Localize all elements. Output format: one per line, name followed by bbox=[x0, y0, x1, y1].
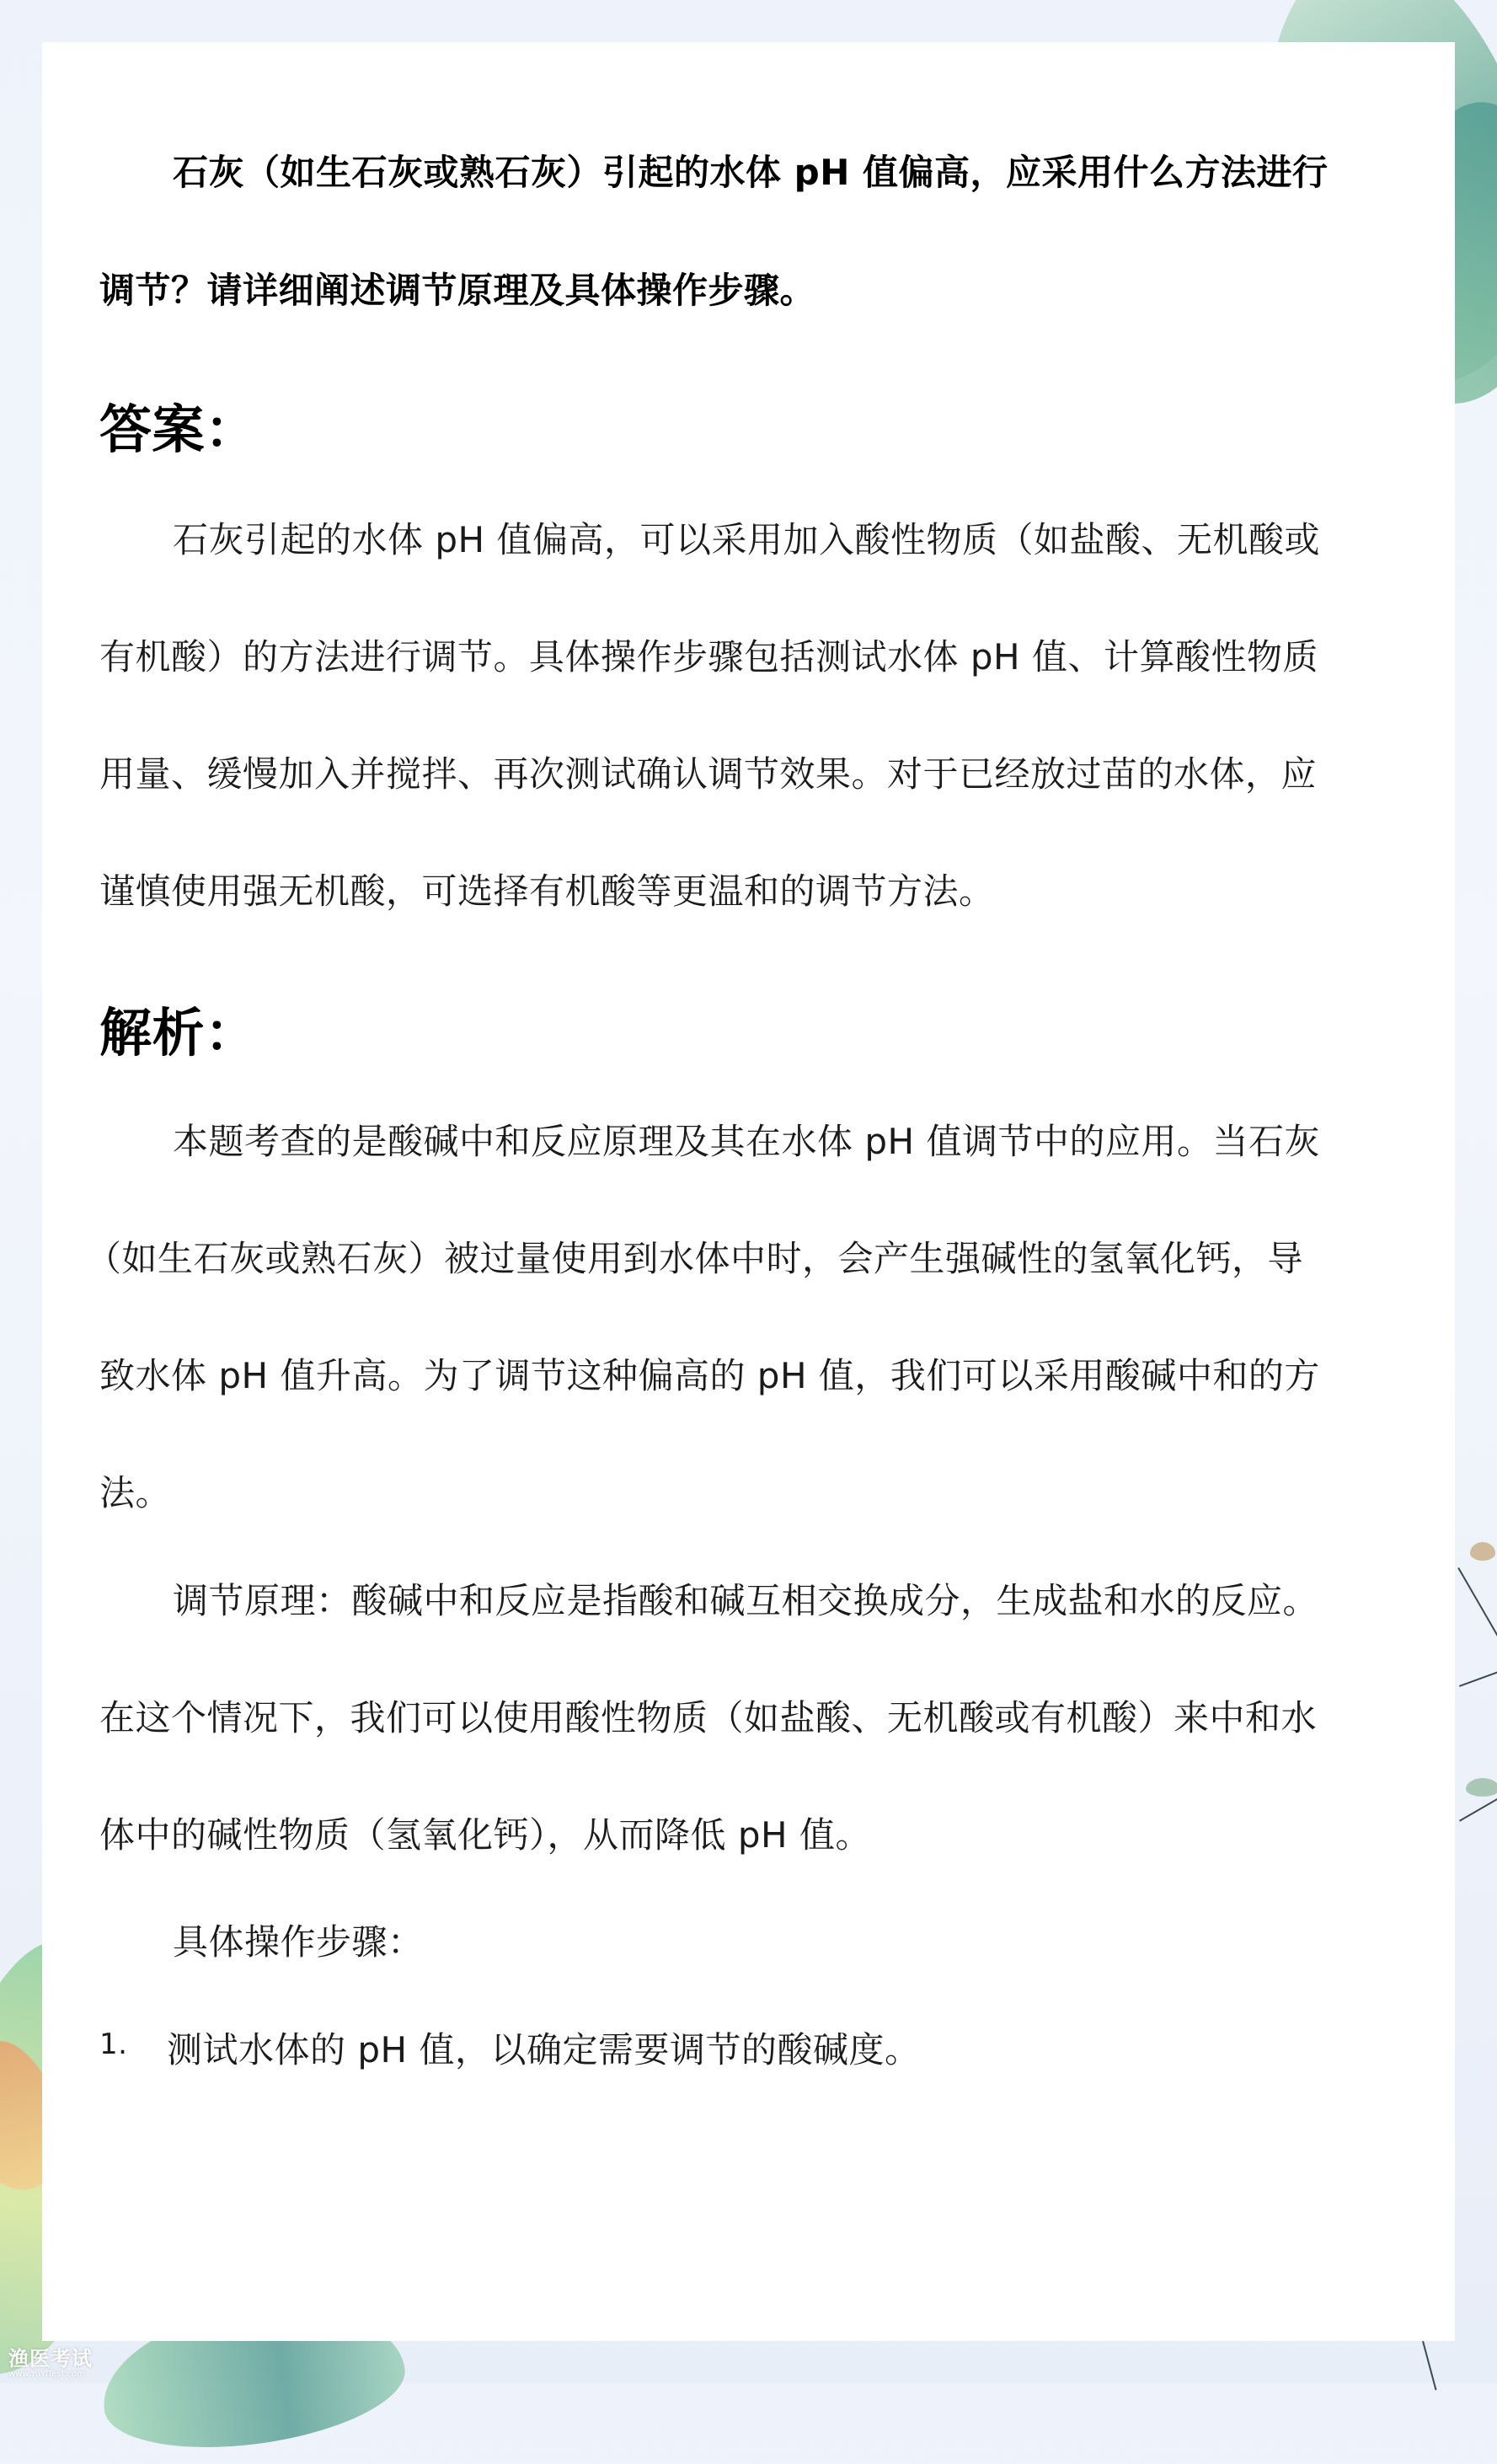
question-line-1: 石灰（如生石灰或熟石灰）引起的水体 pH 值偏高，应采用什么方法进行 bbox=[173, 152, 1329, 193]
watermark-title: 渔医考试 bbox=[8, 2347, 93, 2370]
step-number: 1. bbox=[99, 2027, 128, 2061]
answer-line-1: 石灰引起的水体 pH 值偏高，可以采用加入酸性物质（如盐酸、无机酸或 bbox=[173, 519, 1320, 560]
principle-line-3: 体中的碱性物质（氢氧化钙），从而降低 pH 值。 bbox=[99, 1814, 871, 1856]
answer-line-2: 有机酸）的方法进行调节。具体操作步骤包括测试水体 pH 值、计算酸性物质 bbox=[99, 636, 1318, 678]
analysis-intro-line-1: 本题考查的是酸碱中和反应原理及其在水体 pH 值调节中的应用。当石灰 bbox=[173, 1121, 1320, 1162]
question-line-2: 调节？请详细阐述调节原理及具体操作步骤。 bbox=[99, 270, 816, 311]
analysis-intro-line-4: 法。 bbox=[99, 1472, 172, 1513]
analysis-intro-line-3: 致水体 pH 值升高。为了调节这种偏高的 pH 值，我们可以采用酸碱中和的方 bbox=[99, 1355, 1320, 1396]
analysis-heading: 解析： bbox=[99, 1002, 258, 1063]
answer-line-4: 谨慎使用强无机酸，可选择有机酸等更温和的调节方法。 bbox=[99, 870, 995, 912]
watermark-url: www.YuYiTest.com bbox=[8, 2370, 85, 2379]
document-card bbox=[42, 42, 1455, 2341]
principle-line-2: 在这个情况下，我们可以使用酸性物质（如盐酸、无机酸或有机酸）来中和水 bbox=[99, 1697, 1318, 1738]
analysis-intro-line-2: （如生石灰或熟石灰）被过量使用到水体中时，会产生强碱性的氢氧化钙，导 bbox=[86, 1238, 1304, 1279]
answer-line-3: 用量、缓慢加入并搅拌、再次测试确认调节效果。对于已经放过苗的水体，应 bbox=[99, 753, 1318, 795]
answer-heading: 答案： bbox=[99, 399, 258, 460]
site-watermark bbox=[8, 2348, 93, 2380]
steps-label: 具体操作步骤： bbox=[173, 1921, 424, 1963]
principle-line-1: 调节原理：酸碱中和反应是指酸和碱互相交换成分，生成盐和水的反应。 bbox=[173, 1580, 1319, 1621]
step-text: 测试水体的 pH 值，以确定需要调节的酸碱度。 bbox=[167, 2029, 921, 2070]
